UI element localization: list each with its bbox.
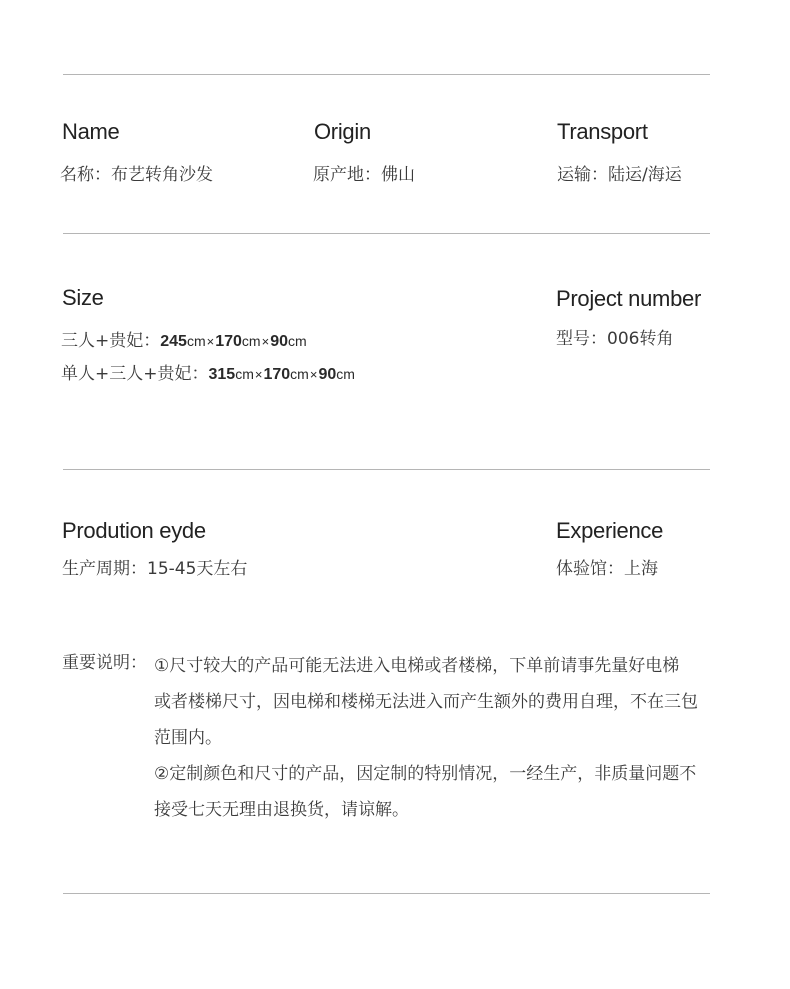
divider-1 — [63, 233, 710, 234]
name-title: Name — [62, 119, 120, 144]
size-row-1-width-unit: cm — [241, 333, 261, 349]
divider-2 — [63, 469, 710, 470]
size-row-1-width: 170 — [215, 333, 242, 350]
size-row-2-times-2: × — [309, 367, 318, 382]
size-title: Size — [62, 285, 104, 310]
size-row-1-length-unit: cm — [186, 333, 206, 349]
size-row-2-width-unit: cm — [290, 366, 309, 382]
notice-body — [154, 648, 724, 828]
transport-value: 运输：陆运/海运 — [557, 165, 682, 185]
size-row-1 — [61, 333, 307, 350]
notice-line-3: 范围内。 — [154, 728, 222, 748]
size-row-1-height-unit: cm — [287, 333, 307, 349]
size-row-1-times-1: × — [206, 334, 215, 349]
size-row-2-length-unit: cm — [235, 366, 254, 382]
size-row-2-width: 170 — [263, 366, 291, 383]
notice-line-1: ①尺寸较大的产品可能无法进入电梯或者楼梯，下单前请事先量好电梯 — [154, 656, 680, 676]
size-row-2-length: 315 — [208, 366, 236, 383]
experience-value: 体验馆：上海 — [556, 559, 658, 579]
size-row-2-height: 90 — [318, 366, 337, 383]
divider-top — [63, 74, 710, 75]
size-row-2-times-1: × — [254, 367, 263, 382]
notice-line-2: 或者楼梯尺寸，因电梯和楼梯无法进入而产生额外的费用自理，不在三包 — [154, 692, 698, 712]
origin-value: 原产地：佛山 — [313, 165, 415, 185]
size-row-2-label: 单人+三人+贵妃： — [61, 364, 209, 384]
size-row-1-times-2: × — [261, 334, 270, 349]
size-row-2 — [61, 366, 355, 383]
size-row-1-label: 三人+贵妃： — [61, 331, 161, 351]
experience-title: Experience — [556, 518, 664, 543]
divider-bottom — [63, 893, 710, 894]
production-cycle-value: 生产周期：15-45天左右 — [62, 559, 248, 579]
origin-title: Origin — [314, 119, 371, 144]
size-row-2-height-unit: cm — [336, 366, 355, 382]
transport-title: Transport — [557, 119, 648, 144]
notice-line-5: 接受七天无理由退换货，请谅解。 — [154, 800, 409, 820]
name-value: 名称：布艺转角沙发 — [60, 165, 213, 185]
project-number-title: Project number — [556, 286, 701, 311]
size-row-1-height: 90 — [270, 333, 288, 350]
notice-label: 重要说明： — [62, 653, 147, 673]
project-number-value: 型号：006转角 — [556, 329, 674, 349]
notice-line-4: ②定制颜色和尺寸的产品，因定制的特别情况，一经生产，非质量问题不 — [154, 764, 697, 784]
size-row-1-length: 245 — [160, 333, 187, 350]
production-cycle-title: Prodution eyde — [62, 518, 206, 543]
